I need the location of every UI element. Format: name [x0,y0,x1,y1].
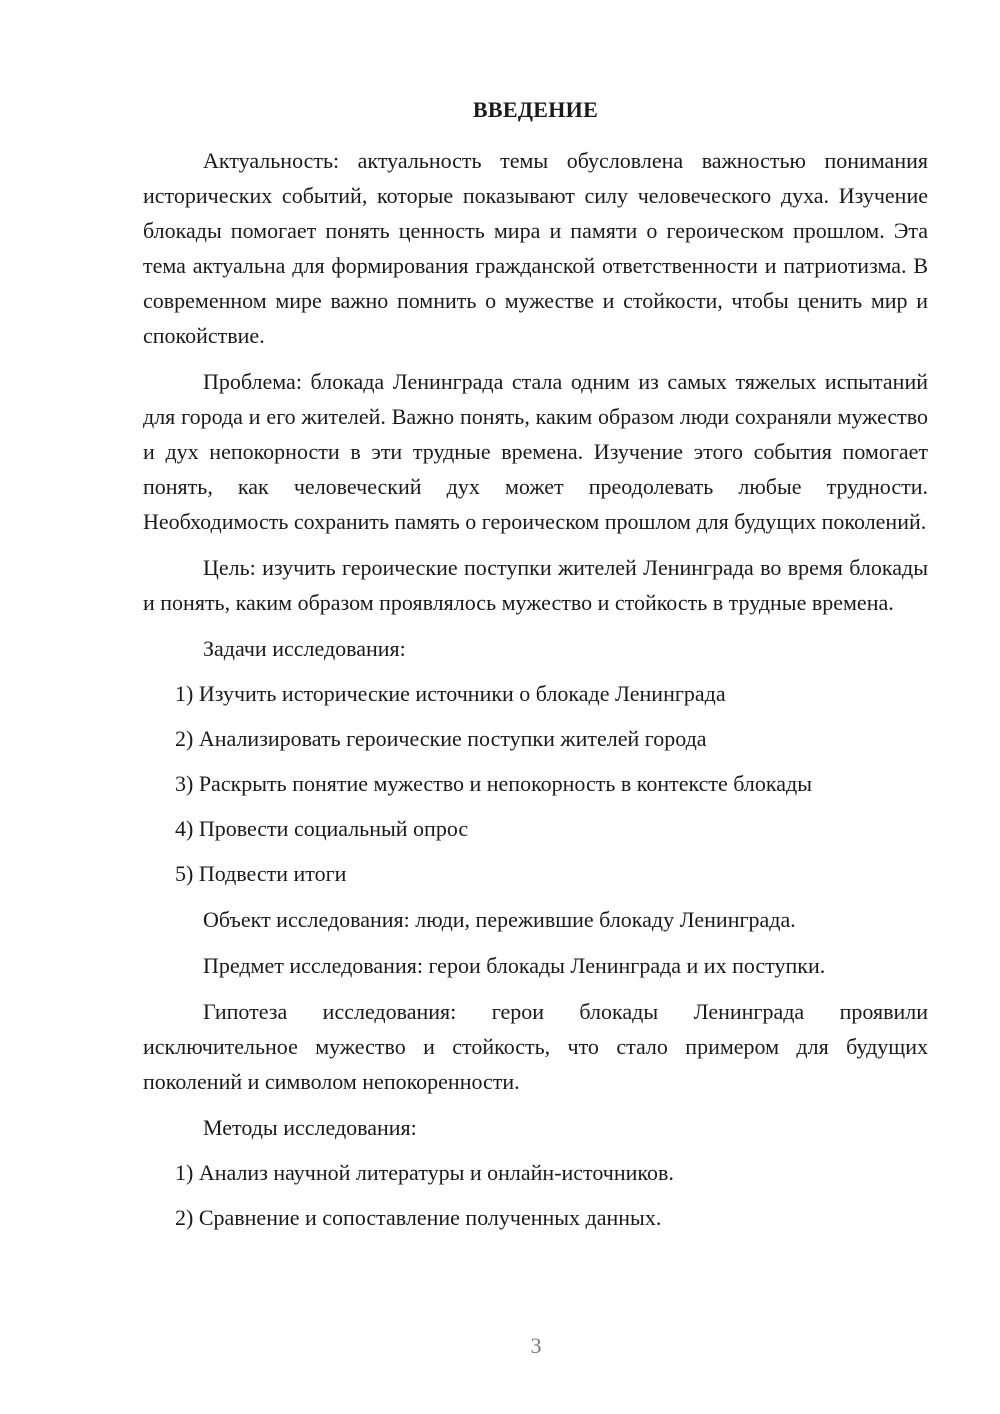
list-item: 3) Раскрыть понятие мужество и непокорность в контексте блокады [175,771,813,796]
methods-list [143,1155,928,1235]
list-item: 1) Изучить исторические источники о блокаде Ленинграда [175,681,726,706]
list-item: 2) Анализировать героические поступки жителей города [175,726,707,751]
tasks-list [143,676,928,891]
list-item: 5) Подвести итоги [175,861,347,886]
subject-line: Предмет исследования: герои блокады Ленинграда и их поступки. [203,953,826,978]
methods-heading: Методы исследования: [203,1115,417,1140]
tasks-heading: Задачи исследования: [203,636,406,661]
problem-paragraph: Проблема: блокада Ленинграда стала одним из самых тяжелых испытаний для города и его жителей. Важно понять, каким образом люди сохраняли мужество и дух непокорности в эти трудные времена. Изучение этого события помогает понять, как человеческий дух может преодолевать любые трудности. Необходимость сохранить память о героическом прошлом для будущих поколений. [143,369,928,534]
page-number: 3 [530,1333,542,1358]
goal-paragraph: Цель: изучить героические поступки жителей Ленинграда во время блокады и понять, каким образом проявлялось мужество и стойкость в трудные времена. [143,555,928,615]
document-page [143,92,928,1235]
relevance-paragraph: Актуальность: актуальность темы обусловлена важностью понимания исторических событий, которые показывают силу человеческого духа. Изучение блокады помогает понять ценность мира и памяти о героическом прошлом. Эта тема актуальна для формирования гражданской ответственности и патриотизма. В современном мире важно помнить о мужестве и стойкости, чтобы ценить мир и спокойствие. [143,148,928,348]
list-item: 1) Анализ научной литературы и онлайн-источников. [175,1160,674,1185]
section-title: ВВЕДЕНИЕ [472,97,599,122]
list-item: 4) Провести социальный опрос [175,816,469,841]
hypothesis-paragraph: Гипотеза исследования: герои блокады Ленинграда проявили исключительное мужество и стойкость, что стало примером для будущих поколений и символом непокоренности. [143,999,928,1094]
list-item: 2) Сравнение и сопоставление полученных данных. [175,1205,662,1230]
object-line: Объект исследования: люди, пережившие блокаду Ленинграда. [203,907,796,932]
